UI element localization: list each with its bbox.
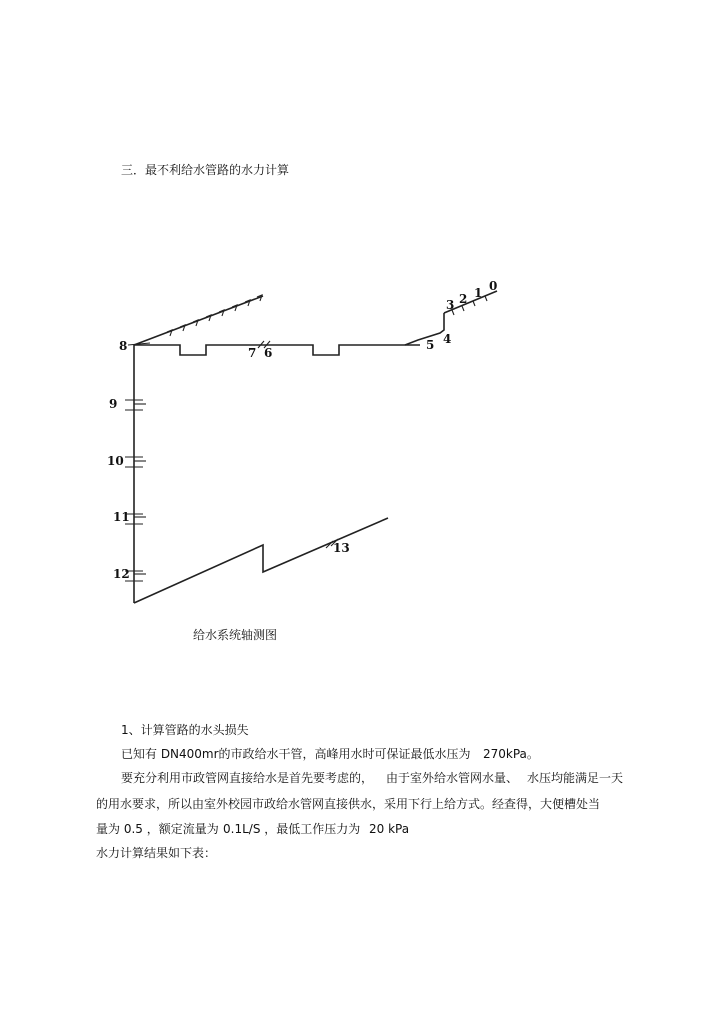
node-label-13: 13 (333, 541, 350, 555)
paragraph-4-part-a: 量为 0.5 ，额定流量为 (96, 822, 219, 836)
paragraph-3: 的用水要求，所以由室外校园市政给水管网直接供水，采用下行上给方式。经查得，大便槽处当 (96, 797, 601, 811)
node-label-3: 3 (446, 298, 455, 312)
riser-node-ticks (125, 343, 150, 581)
node-label-12: 12 (113, 567, 130, 581)
paragraph-2-part-a: 要充分利用市政管网直接给水是首先要考虑的， (121, 771, 374, 785)
inlet-pipe (134, 518, 388, 603)
node-label-9: 9 (109, 397, 118, 411)
paragraph-4-part-b: 0.1L/S ，最低工作压力为 (223, 822, 361, 836)
paragraph-1-part-b: 270kPa。 (483, 747, 539, 761)
node-label-6: 6 (264, 346, 273, 360)
node-label-0: 0 (489, 279, 498, 293)
node-label-2: 2 (459, 292, 468, 306)
paragraph-5: 水力计算结果如下表： (96, 846, 217, 860)
figure-caption: 给水系统轴测图 (193, 628, 278, 642)
paragraph-1-part-a: 已知有 DN400mr的市政给水干管，高峰用水时可保证最低水压为 (121, 747, 471, 761)
node-label-1: 1 (474, 286, 483, 300)
fixture-branch-pipe (134, 296, 263, 345)
paragraph-4-part-c: 20 kPa (369, 822, 410, 836)
node-label-5: 5 (426, 338, 435, 352)
main-horizontal-pipe (134, 345, 420, 355)
node-label-8: 8 (119, 339, 128, 353)
branch-pipe-4-3 (405, 313, 444, 345)
node-label-11: 11 (113, 510, 130, 524)
paragraph-2-part-b: 由于室外给水管网水量、 (386, 771, 519, 785)
fixture-branch-ticks (167, 295, 262, 336)
node-label-7: 7 (248, 346, 257, 360)
node-label-4: 4 (443, 332, 452, 346)
paragraph-2-part-c: 水压均能满足一天 (527, 771, 624, 785)
section-heading: 三．最不利给水管路的水力计算 (121, 163, 290, 177)
subsection-heading: 1、计算管路的水头损失 (121, 723, 249, 737)
node-label-10: 10 (107, 454, 124, 468)
